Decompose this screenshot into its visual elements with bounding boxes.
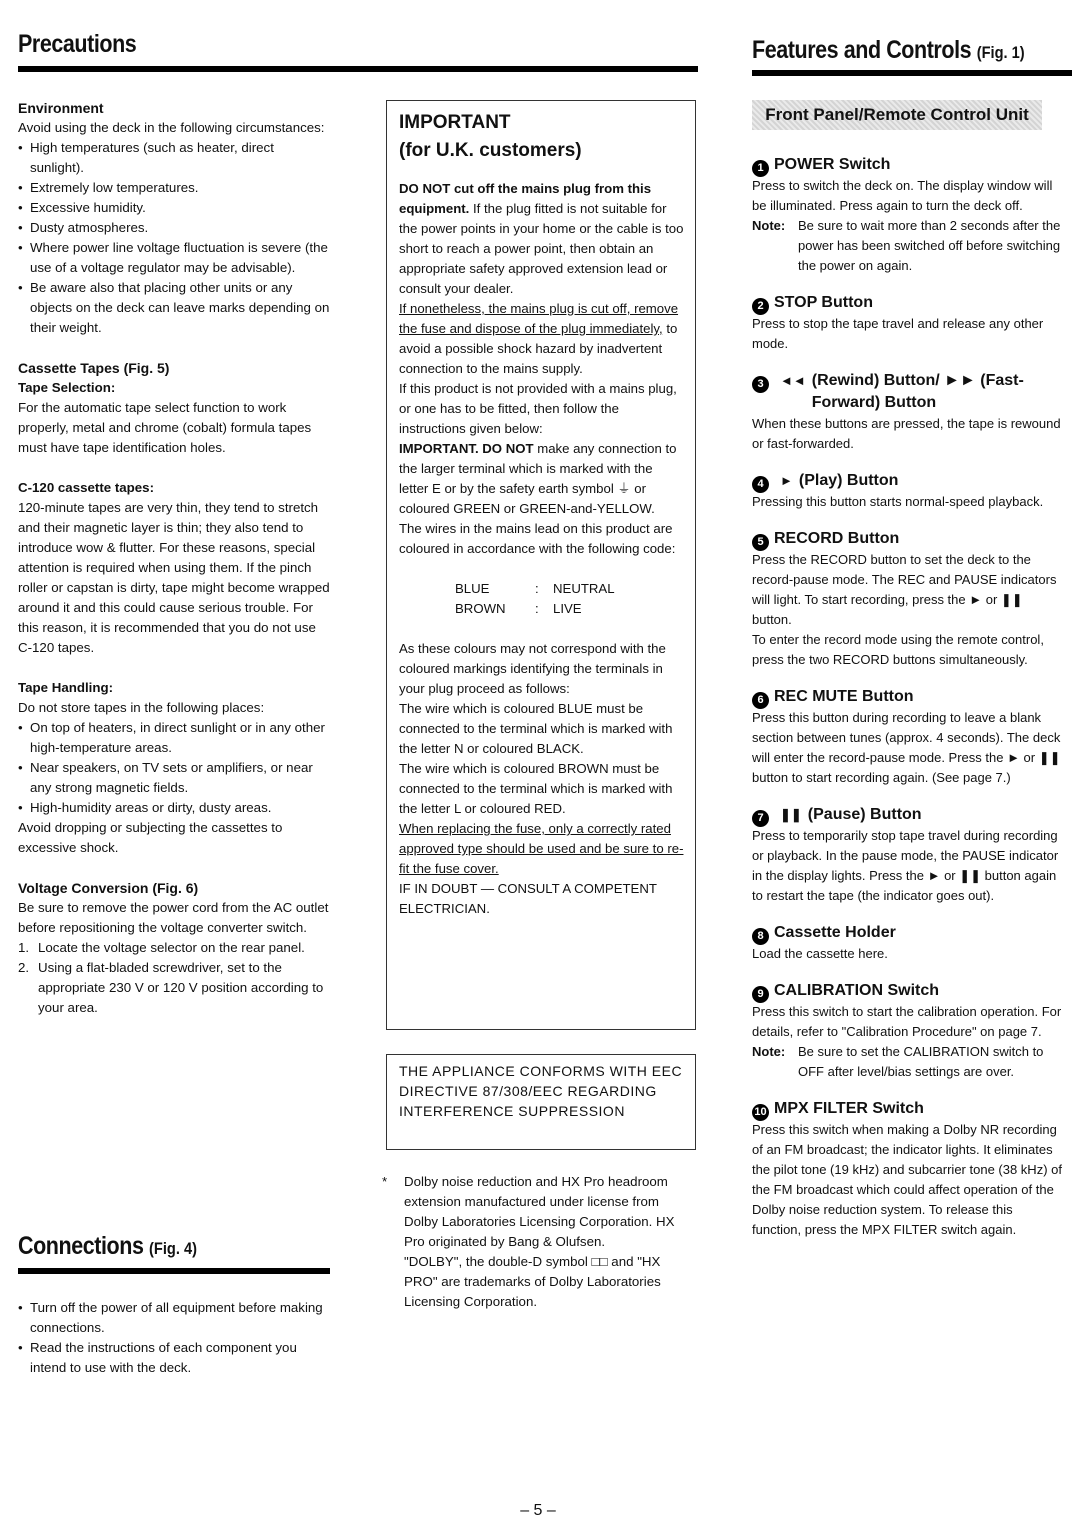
- feature-title: MPX FILTER Switch: [774, 1100, 924, 1117]
- feature-item: [752, 686, 1064, 788]
- connections-rule: [18, 1268, 330, 1274]
- number-badge-icon: 5: [752, 534, 769, 551]
- feature-item: [752, 154, 1064, 276]
- number-badge-icon: 2: [752, 298, 769, 315]
- cassette-title: Cassette Tapes (Fig. 5): [18, 360, 170, 376]
- voltage-title: Voltage Conversion (Fig. 6): [18, 880, 199, 896]
- list-item: • On top of heaters, in direct sunlight or in any other high-temperature areas.: [18, 718, 330, 758]
- important-p9: When replacing the fuse, only a correctly rated approved type should be used and be sure to re-fit the fuse cover.: [399, 821, 684, 876]
- feature-title: Cassette Holder: [774, 924, 896, 941]
- number-badge-icon: 4: [752, 476, 769, 493]
- important-p6: As these colours may not correspond with the coloured markings identifying the terminals in your plug proceed as follows:: [399, 641, 666, 696]
- important-subtitle: (for U.K. customers): [399, 140, 582, 161]
- important-p10: IF IN DOUBT — CONSULT A COMPETENT ELECTRICIAN.: [399, 881, 657, 916]
- code-row: BROWN : LIVE: [399, 599, 685, 619]
- feature-text: Pressing this button starts normal-speed playback.: [752, 494, 1044, 509]
- dolby-p2: "DOLBY", the double-D symbol □□ and "HX PRO" are trademarks of Dolby Laboratories Licensing Corporation.: [404, 1254, 661, 1309]
- number-badge-icon: 6: [752, 692, 769, 709]
- tape-handling-intro: Do not store tapes in the following places:: [18, 700, 265, 715]
- important-box: [386, 100, 696, 1030]
- number-badge-icon: 7: [752, 810, 769, 827]
- feature-title: REC MUTE Button: [774, 688, 914, 705]
- important-body: [399, 179, 685, 919]
- note-label: Note:: [752, 1044, 786, 1059]
- number-badge-icon: 3: [752, 376, 769, 393]
- list-item: • High-humidity areas or dirty, dusty areas.: [18, 798, 330, 818]
- important-p2-rest: to avoid a possible shock hazard by inadvertent connection to the mains supply.: [399, 321, 678, 376]
- list-item: [18, 958, 330, 1018]
- c120-title: C-120 cassette tapes:: [18, 480, 154, 495]
- feature-title: (Pause) Button: [807, 806, 922, 823]
- number-badge-icon: 1: [752, 160, 769, 177]
- dolby-asterisk: *: [382, 1174, 388, 1189]
- code-meaning: LIVE: [553, 601, 582, 616]
- code-meaning: NEUTRAL: [553, 581, 615, 596]
- step-text: Locate the voltage selector on the rear panel.: [38, 940, 305, 955]
- important-p8: The wire which is coloured BROWN must be connected to the terminal which is marked with the letter L or coloured RED.: [399, 761, 673, 816]
- voltage-steps: [18, 938, 330, 1018]
- tape-handling-list: [18, 718, 330, 818]
- feature-text: Press this switch when making a Dolby NR recording of an FM broadcast; the indicator lights. It eliminates the pilot tone (19 kHz) and subcarrier tone (38 kHz) of the FM broadcast which could affect operation of the Dolby noise reduction system. To release this function, press the MPX FILTER switch again.: [752, 1122, 1062, 1237]
- important-p2-underlined: If nonetheless, the mains plug is cut off, remove the fuse and dispose of the plug immediately,: [399, 301, 679, 336]
- feature-item: [752, 470, 1064, 512]
- front-panel-banner-text: Front Panel/Remote Control Unit: [765, 105, 1029, 124]
- important-p3: If this product is not provided with a mains plug, or one has to be fitted, then follow the instructions given below:: [399, 381, 677, 436]
- rewind-icon: ◄◄: [780, 373, 806, 388]
- environment-intro: Avoid using the deck in the following circumstances:: [18, 120, 325, 135]
- c120-text: 120-minute tapes are very thin, they tend to stretch and their magnetic layer is thin; they also tend to introduce wow & flutter. For these reasons, special attention is required when using them. If the pinch roller or capstan is dirty, tape might become wrapped around it and this could cause serious trouble. For this reason, it is recommended that you do not use C-120 tapes.: [18, 500, 330, 655]
- important-p4-rest: make any connection to the larger terminal which is marked with the letter E or by the safety earth symbol ⏚ or coloured GREEN or GREEN-and-YELLOW.: [399, 441, 677, 516]
- precautions-rule: [18, 66, 698, 72]
- list-item: • Be aware also that placing other units or any objects on the deck can leave marks depending on their weight.: [18, 278, 330, 338]
- code-color: BLUE: [455, 581, 490, 596]
- feature-text: Press the RECORD button to set the deck to the record-pause mode. The REC and PAUSE indicators will light. To start recording, press the ► or ❚❚ button.: [752, 552, 1057, 627]
- connections-fig: (Fig. 4): [149, 1239, 197, 1258]
- list-item: [18, 938, 330, 958]
- play-icon: ►: [780, 473, 793, 488]
- important-p7: The wire which is coloured BLUE must be connected to the terminal which is marked with the letter N or coloured BLACK.: [399, 701, 673, 756]
- dolby-note: [382, 1172, 696, 1312]
- feature-title: RECORD Button: [774, 530, 900, 547]
- features-fig: (Fig. 1): [976, 43, 1025, 62]
- step-number: 1.: [18, 940, 30, 955]
- step-number: 2.: [18, 960, 30, 975]
- note-label: Note:: [752, 218, 786, 233]
- feature-title: POWER Switch: [774, 156, 891, 173]
- eec-box: [386, 1054, 696, 1150]
- feature-item: [752, 980, 1064, 1082]
- feature-title: STOP Button: [774, 294, 873, 311]
- important-p5: The wires in the mains lead on this product are coloured in accordance with the following code:: [399, 521, 676, 556]
- connections-title: Connections: [18, 1232, 144, 1260]
- wire-color-code: [399, 579, 685, 619]
- feature-title: (Rewind) Button/ ►► (Fast-Forward) Button: [811, 372, 1024, 411]
- feature-item: [752, 292, 1064, 354]
- dolby-p1: Dolby noise reduction and HX Pro headroom extension manufactured under license from Dolby Laboratories Licensing Corporation. HX Pro originated by Bang & Olufsen.: [404, 1174, 675, 1249]
- eec-text: THE APPLIANCE CONFORMS WITH EEC DIRECTIVE 87/308/EEC REGARDING INTERFERENCE SUPPRESSION: [399, 1063, 683, 1119]
- page-number: – 5 –: [520, 1502, 556, 1519]
- voltage-text: Be sure to remove the power cord from the AC outlet before repositioning the voltage converter switch.: [18, 900, 329, 935]
- feature-note: [752, 216, 1064, 276]
- tape-selection-text: For the automatic tape select function to work properly, metal and chrome (cobalt) formula tapes must have tape identification holes.: [18, 400, 312, 455]
- feature-text: Press to switch the deck on. The display window will be illuminated. Press again to turn the deck off.: [752, 178, 1053, 213]
- list-item: • Where power line voltage fluctuation is severe (the use of a voltage regulator may be advisable).: [18, 238, 330, 278]
- features-title: Features and Controls: [752, 36, 972, 64]
- feature-title: CALIBRATION Switch: [774, 982, 940, 999]
- list-item: • Extremely low temperatures.: [18, 178, 330, 198]
- feature-item: [752, 1098, 1064, 1240]
- important-p1-rest: If the plug fitted is not suitable for the power points in your home or the cable is too short to reach a power point, then obtain an appropriate safety approved extension lead or consult your dealer.: [399, 201, 684, 296]
- features-rule: [752, 70, 1072, 76]
- list-item: • Dusty atmospheres.: [18, 218, 330, 238]
- precautions-heading: [18, 30, 136, 59]
- environment-list: [18, 138, 330, 338]
- tape-handling-outro: Avoid dropping or subjecting the cassettes to excessive shock.: [18, 820, 283, 855]
- list-item: • High temperatures (such as heater, direct sunlight).: [18, 138, 330, 178]
- number-badge-icon: 8: [752, 928, 769, 945]
- precautions-title: Precautions: [18, 30, 137, 58]
- connections-body: [18, 1298, 330, 1378]
- list-item: • Near speakers, on TV sets or amplifiers, or near any strong magnetic fields.: [18, 758, 330, 798]
- feature-text: When these buttons are pressed, the tape is rewound or fast-forwarded.: [752, 416, 1061, 451]
- tape-selection-title: Tape Selection:: [18, 380, 116, 395]
- environment-title: Environment: [18, 100, 104, 116]
- feature-text: Press this button during recording to leave a blank section between tunes (approx. 4 seconds). The deck will enter the record-pause mode. Press the ► or ❚❚ button to start recording again. (See page 7.): [752, 710, 1061, 785]
- feature-note: [752, 1042, 1064, 1082]
- feature-text: Load the cassette here.: [752, 946, 888, 961]
- pause-icon: ❚❚: [780, 807, 802, 822]
- features-column: [752, 154, 1064, 1240]
- note-text: Be sure to set the CALIBRATION switch to OFF after level/bias settings are over.: [798, 1044, 1044, 1079]
- feature-item: [752, 370, 1064, 454]
- feature-item: [752, 922, 1064, 964]
- important-p1: [399, 179, 685, 299]
- note-text: Be sure to wait more than 2 seconds after the power has been switched off before switching the power on again.: [798, 218, 1061, 273]
- important-p4-bold: IMPORTANT. DO NOT: [399, 441, 534, 456]
- feature-text: Press to temporarily stop tape travel during recording or playback. In the pause mode, the PAUSE indicator in the display lights. Press the ► or ❚❚ button again to restart the tape (the indicator goes out).: [752, 828, 1059, 903]
- list-item: • Excessive humidity.: [18, 198, 330, 218]
- important-p1-bold: DO NOT cut off the mains plug from this equipment.: [399, 181, 652, 216]
- front-panel-banner: [752, 100, 1042, 130]
- number-badge-icon: 9: [752, 986, 769, 1003]
- left-column: [18, 98, 330, 1018]
- feature-item: [752, 804, 1064, 906]
- feature-text: Press to stop the tape travel and release any other mode.: [752, 316, 1044, 351]
- list-item: • Turn off the power of all equipment before making connections.: [18, 1298, 330, 1338]
- connections-heading: [18, 1232, 197, 1261]
- tape-handling-title: Tape Handling:: [18, 680, 114, 695]
- code-row: BLUE : NEUTRAL: [399, 579, 685, 599]
- important-title: IMPORTANT: [399, 112, 511, 133]
- important-p2: [399, 299, 685, 379]
- step-text: Using a flat-bladed screwdriver, set to the appropriate 230 V or 120 V position according to your area.: [38, 960, 324, 1015]
- number-badge-icon: 10: [752, 1104, 769, 1121]
- feature-text-2: To enter the record mode using the remote control, press the two RECORD buttons simultaneously.: [752, 632, 1044, 667]
- feature-text: Press this switch to start the calibration operation. For details, refer to "Calibration Procedure" on page 7.: [752, 1004, 1062, 1039]
- feature-title: (Play) Button: [798, 472, 899, 489]
- list-item: • Read the instructions of each component you intend to use with the deck.: [18, 1338, 330, 1378]
- feature-item: [752, 528, 1064, 670]
- important-p4: [399, 439, 685, 519]
- code-color: BROWN: [455, 601, 506, 616]
- connections-list: [18, 1298, 330, 1378]
- features-heading: [752, 36, 1025, 65]
